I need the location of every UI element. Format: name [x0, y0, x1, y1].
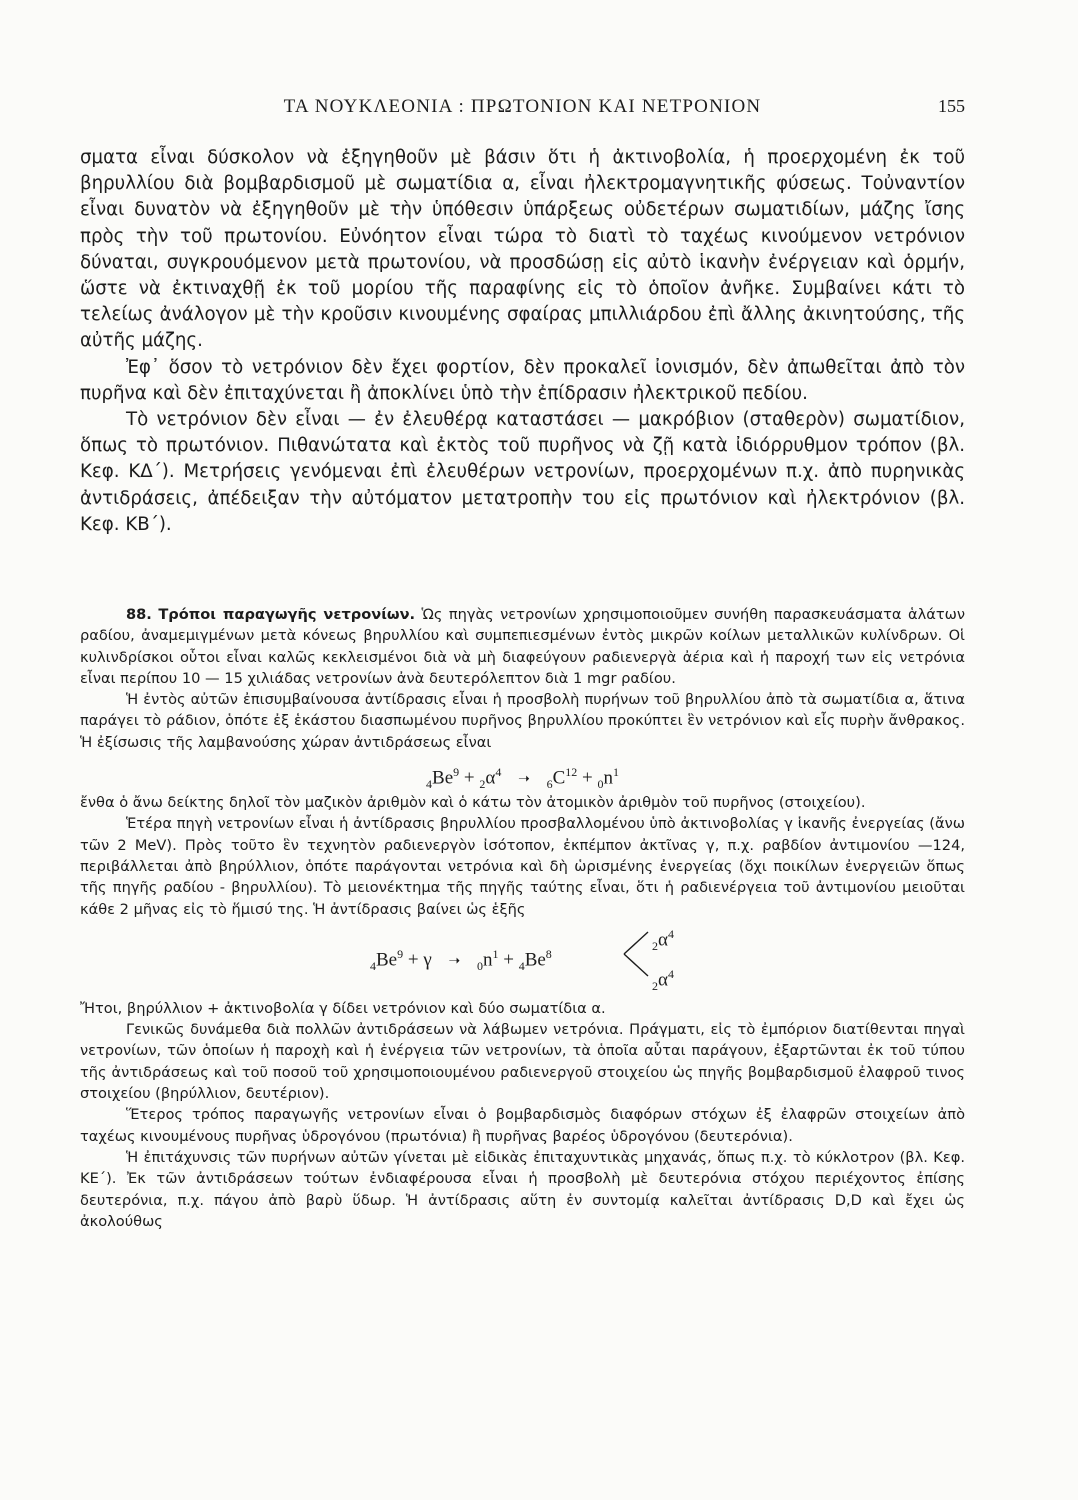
- paragraph-acceleration: Ἡ ἐπιτάχυνσις τῶν πυρήνων αὐτῶν γίνεται μὲ εἰδικὰς ἐπιταχυντικὰς μηχανάς, ὅπως π.χ. τὸ κύκλοτρον (βλ. Κεφ. ΚΕ΄). Ἐκ τῶν ἀντιδράσεων τούτων ἐνδιαφέρουσα εἶναι ἡ προσβολὴ μὲ δευτερόνια στόχου περιέχοντος ἐπίσης δευτερόνια, π.χ. πάγου ἀπὸ βαρὺ ὕδωρ. Ἡ ἀντίδρασις αὕτη ἐν συντομίᾳ καλεῖται ἀντίδρασις D,D καὶ ἔχει ὡς ἀκολούθως: [80, 1148, 965, 1230]
- branch-icon: [622, 928, 652, 980]
- arrow-icon: ➝: [518, 772, 530, 788]
- paragraph-bombardment: Ἕτερος τρόπος παραγωγῆς νετρονίων εἶναι ὁ βομβαρδισμὸς διαφόρων στόχων ἐξ ἐλαφρῶν στοιχείων ἀπὸ ταχέως κινουμένους πυρῆνας ὑδρογόνου (πρωτόνια) ἢ πυρῆνας βαρέος ὑδρογόνου (δευτερόνια).: [80, 1106, 965, 1145]
- equation-be-alpha: $_4Be^9 + _2\alpha^4$ ➝ $_6C^{12} + _0n^1$: [426, 765, 619, 792]
- equation-be-gamma: [80, 924, 965, 992]
- paragraph-general: Γενικῶς δυνάμεθα διὰ πολλῶν ἀντιδράσεων νὰ λάβωμεν νετρόνια. Πράγματι, εἰς τὸ ἐμπόριον διατίθενται πηγαὶ νετρονίων, τῶν ὁποίων ἡ παροχὴ καὶ ἡ ἐνέργεια τῶν νετρονίων, τὰ ὁποῖα αὗται παράγουν, ἐξαρτῶνται ἐκ τοῦ τύπου τῆς ἀντιδράσεως καὶ τοῦ ποσοῦ τοῦ χρησιμοποιουμένου ραδιενεργοῦ στοιχείου ὡς πηγῆς βομβαρδισμοῦ ἐλαφροῦ τινος στοιχείου (βηρύλλιον, δευτέριον).: [80, 1021, 965, 1103]
- chapter-title: ΤΑ ΝΟΥΚΛΕΟΝΙΑ : ΠΡΩΤΟΝΙΟΝ ΚΑΙ ΝΕΤΡΟΝΙΟΝ: [283, 96, 762, 117]
- page-number: 155: [938, 96, 965, 116]
- section-title: Τρόποι παραγωγῆς νετρονίων.: [158, 606, 416, 623]
- running-head: [80, 96, 965, 120]
- equation-lhs: $_4Be^9 + \gamma$ ➝ $_0n^1 + _4Be^8$: [370, 946, 552, 973]
- section-88: [80, 604, 965, 1232]
- main-text: [80, 145, 965, 538]
- section-intro-text: Ὡς πηγὰς νετρονίων χρησιμοποιοῦμεν συνήθη παρασκευάσματα ἁλάτων ραδίου, ἀναμεμιγμένων μετὰ κόνεως βηρυλλίου καὶ συμπεπιεσμένων ἐντὸς μικρῶν κοίλων μεταλλικῶν κυλίνδρων. Οἱ κυλινδρίσκοι οὗτοι εἶναι καλῶς κεκλεισμένοι διὰ νὰ μὴ διαφεύγουν ραδιενεργὰ ἀέρια καὶ ἡ παροχή των εἰς νετρόνια εἶναι περίπου 10 — 15 χιλιάδας νετρονίων ἀνὰ δευτερόλεπτον διὰ 1 mgr ραδίου.: [80, 606, 966, 687]
- paragraph-index-note: ἔνθα ὁ ἄνω δείκτης δηλοῖ τὸν μαζικὸν ἀριθμὸν καὶ ὁ κάτω τὸν ἀτομικὸν ἀριθμὸν τοῦ πυρῆνος (στοιχείου).: [80, 794, 866, 812]
- arrow-icon: ➝: [448, 954, 461, 970]
- equation-alpha-lower: $_2\alpha^4$: [652, 966, 674, 993]
- section-intro-paragraph: [80, 604, 965, 689]
- section-number: 88.: [126, 606, 152, 623]
- paragraph-neutron-lifetime: Τὸ νετρόνιον δὲν εἶναι — ἐν ἐλευθέρᾳ καταστάσει — μακρόβιον (σταθερὸν) σωματίδιον, ὅπως τὸ πρωτόνιον. Πιθανώτατα καὶ ἐκτὸς τοῦ πυρῆνος νὰ ζῇ κατὰ ἰδιόρρυθμον τρόπον (βλ. Κεφ. ΚΔ΄). Μετρήσεις γενόμεναι ἐπὶ ἐλευθέρων νετρονίων, προερχομένων π.χ. ἀπὸ πυρηνικὰς ἀντιδράσεις, ἀπέδειξαν τὴν αὐτόματον μετατροπὴν του εἰς πρωτόνιον καὶ ἠλεκτρόνιον (βλ. Κεφ. ΚΒ΄).: [80, 409, 965, 535]
- equation-alpha-upper: $_2\alpha^4$: [652, 926, 674, 953]
- paragraph-continuation: σματα εἶναι δύσκολον νὰ ἐξηγηθοῦν μὲ βάσιν ὅτι ἡ ἀκτινοβολία, ἡ προερχομένη ἐκ τοῦ βηρυλλίου διὰ βομβαρδισμοῦ μὲ σωματίδια α, εἶναι ἠλεκτρομαγνητικῆς φύσεως. Τοὐναντίον εἶναι δυνατὸν νὰ ἐξηγηθοῦν μὲ τὴν ὑπόθεσιν ὑπάρξεως οὐδετέρων σωματιδίων, μάζης ἴσης πρὸς τὴν τοῦ πρωτονίου. Εὐνόητον εἶναι τώρα τὸ διατὶ τὸ ταχέως κινούμενον νετρόνιον δύναται, συγκρουόμενον μετὰ πρωτονίου, νὰ προσδώσῃ εἰς αὐτὸ ἱκανὴν ἐνέργειαν καὶ ὁρμήν, ὥστε νὰ ἐκτιναχθῇ ἐκ τοῦ μορίου τῆς παραφίνης εἰς τὸ ὁποῖον ἀνῆκε. Συμβαίνει κάτι τὸ τελείως ἀνάλογον μὲ τὴν κροῦσιν κινουμένης σφαίρας μπιλλιάρδου ἐπὶ ἄλλης ἀκινητούσης, τῆς αὐτῆς μάζης.: [80, 147, 965, 352]
- paragraph-summary: Ἤτοι, βηρύλλιον + ἀκτινοβολία γ δίδει νετρόνιον καὶ δύο σωματίδια α.: [80, 999, 606, 1017]
- paragraph-reaction: Ἡ ἐντὸς αὐτῶν ἐπισυμβαίνουσα ἀντίδρασις εἶναι ἡ προσβολὴ πυρήνων τοῦ βηρυλλίου ἀπὸ τὰ σωματίδια α, ἅτινα παράγει τὸ ράδιον, ὁπότε ἐξ ἑκάστου διασπωμένου πυρῆνος βηρυλλίου προκύπτει ἓν νετρόνιον καὶ εἷς πυρὴν ἄνθρακος. Ἡ ἐξίσωσις τῆς λαμβανούσης χώραν ἀντιδράσεως εἶναι: [80, 691, 965, 751]
- paragraph-neutron-charge: Ἐφ᾽ ὅσον τὸ νετρόνιον δὲν ἔχει φορτίον, δὲν προκαλεῖ ἰονισμόν, δὲν ἀπωθεῖται ἀπὸ τὸν πυρῆνα καὶ δὲν ἐπιταχύνεται ἢ ἀποκλίνει ὑπὸ τὴν ἐπίδρασιν ἠλεκτρικοῦ πεδίου.: [80, 356, 965, 404]
- paragraph-gamma-source: Ἑτέρα πηγὴ νετρονίων εἶναι ἡ ἀντίδρασις βηρυλλίου προσβαλλομένου ὑπὸ ἀκτινοβολίας γ ἱκανῆς ἐνεργείας (ἄνω τῶν 2 MeV). Πρὸς τοῦτο ἓν τεχνητὸν ραδιενεργὸν ἰσότοπον, ἐκπέμπον ἀκτῖνας γ, π.χ. ραβδίον ἀντιμονίου —124, περιβάλλεται ἀπὸ βηρύλλιον, ὁπότε παράγονται νετρόνια καὶ δὴ ὡρισμένης ἐνεργείας (ὄχι ποικίλων ἐνεργειῶν ὅπως τῆς πηγῆς ραδίου - βηρυλλίου). Τὸ μειονέκτημα τῆς πηγῆς ταύτης εἶναι, ὅτι ἡ ραδιενέργεια τοῦ ἀντιμονίου μειοῦται κάθε 2 μῆνας εἰς τὸ ἥμισύ της. Ἡ ἀντίδρασις βαίνει ὡς ἑξῆς: [80, 815, 965, 918]
